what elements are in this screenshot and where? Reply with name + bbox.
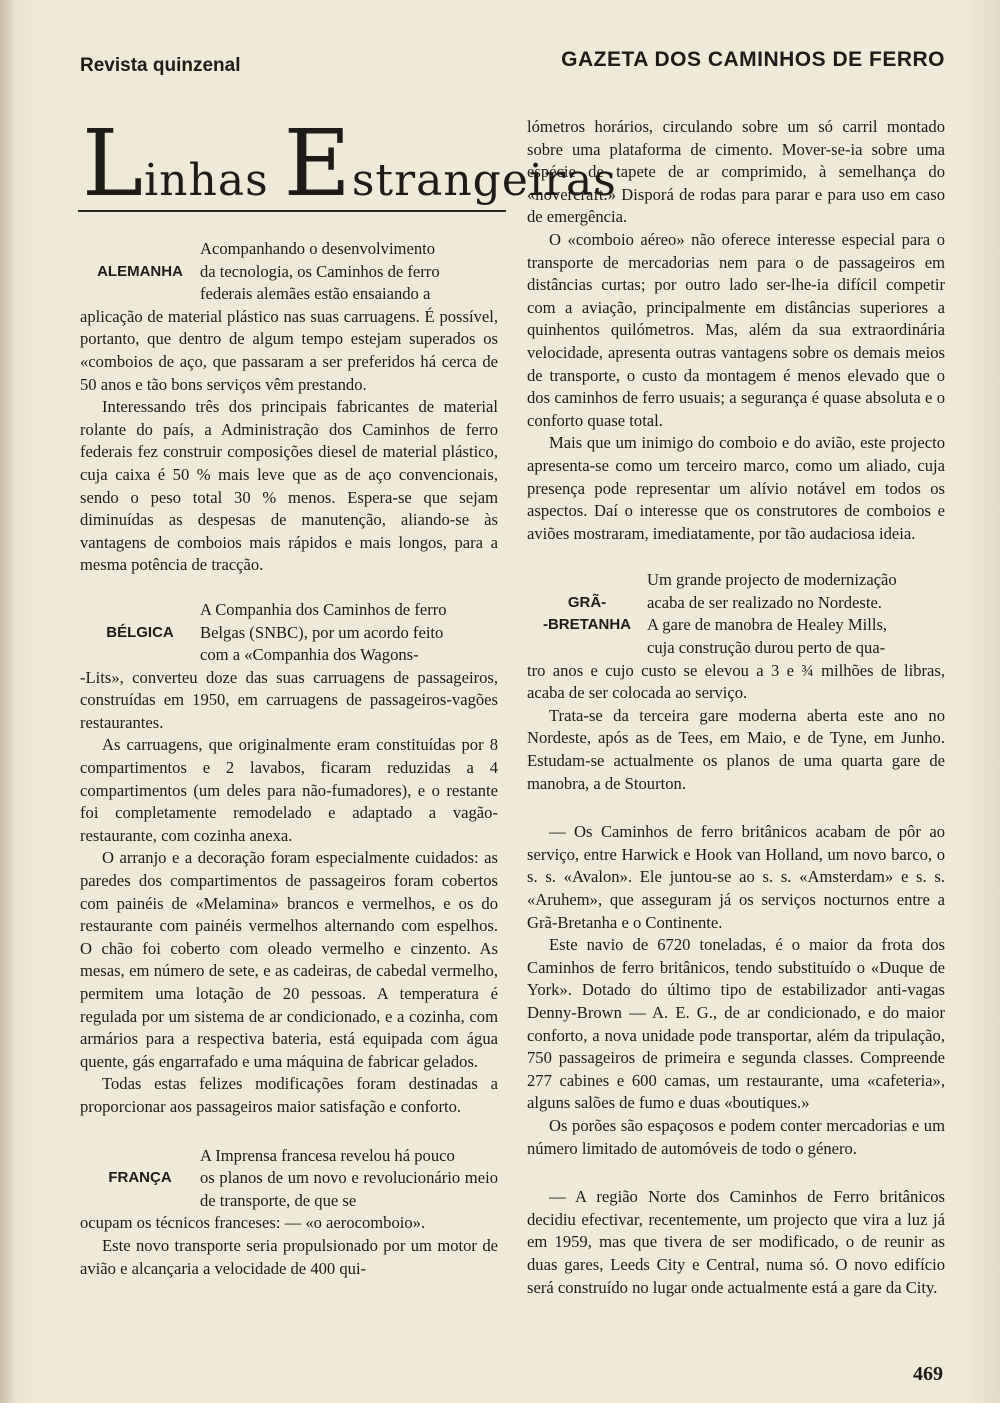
comboio-aereo-paragraph: O «comboio aéreo» não oferece interesse especial para o transporte de mercadorias nem para o de passageiros em distâncias curtas; por outro lado ser-lhe-ia difícil competir com a aviação, principalmente em distâncias superiores a quinhentos quilómetros. Mas, além da sua extraordinária velocidade, apresenta outras vantagens sobre os demais meios de transporte, o custo da montagem é menos elevado que o dos caminhos de ferro usuais; a segurança é quase absoluta e o conforto quase total. <box>527 229 945 430</box>
gra-bretanha-block <box>527 569 945 659</box>
alemanha-continuation: aplicação de material plástico nas suas carruagens. É possível, portanto, que dentro de algum tempo estejam superados os «comboios de aço, que passaram a ser preferidos há cerca de 50 anos e tão bons serviços vêm prestando. <box>80 306 498 394</box>
right-column <box>527 116 945 1299</box>
country-label-franca: FRANÇA <box>108 1169 172 1187</box>
gra-bretanha-line-2: acaba de ser realizado no Nordeste. <box>647 592 882 612</box>
alemanha-line-1: Acompanhando o desenvolvimento <box>200 239 436 258</box>
alemanha-block <box>80 238 498 306</box>
gra-bretanha-paragraph-2: Trata-se da terceira gare moderna aberta este ano no Nordeste, após as de Tees, em Maio, e de Tyne, em Junho. Estudam-se actualmente os planos de uma quarta gare de manobra, a de Stourton. <box>527 705 945 793</box>
title-word-1: inhas <box>144 155 284 206</box>
gra-bretanha-line-3: A gare de manobra de Healey Mills, <box>647 615 888 635</box>
title-initial-e: E <box>283 110 352 217</box>
belgica-continuation: -Lits», converteu doze das suas carruagens de passageiros, construídas em 1950, em carruagens de passageiros-vagões restaurantes. <box>80 667 498 732</box>
country-label-bretanha: -BRETANHA <box>542 616 632 634</box>
binding-edge <box>0 0 14 1403</box>
gra-bretanha-paragraph-5: Os porões são espaçosos e podem conter mercadorias e um número limitado de automóveis de todo o género. <box>527 1115 945 1158</box>
belgica-intro <box>200 599 498 667</box>
title-box <box>78 110 617 217</box>
title-initial-l: L <box>82 110 145 217</box>
country-label-gra: GRÃ- <box>567 593 607 611</box>
franca-line-2: os planos de um novo e revolucionário meio de transporte, de que se <box>200 1168 498 1210</box>
franca-paragraph-2: Este novo transporte seria propulsionado por um motor de avião e alcançaria a velocidade de 400 qui- <box>80 1235 498 1278</box>
franca-continuation: ocupam os técnicos franceses: — «o aerocomboio». <box>80 1213 426 1233</box>
franca-block <box>80 1145 498 1213</box>
alemanha-line-3: federais alemães estão ensaiando a <box>200 284 431 304</box>
franca-line-1: A Imprensa francesa revelou há pouco <box>200 1145 455 1165</box>
belgica-paragraph-3: O arranjo e a decoração foram especialmente cuidados: as paredes dos compartimentos de passageiros foram cobertos com painéis de «Melamina» brancos e vermelhos, e os do restaurante com painéis vermelhos alternando com espelhos. O chão foi coberto com oleado vermelho e cinzento. As mesas, em número de sete, e as cadeiras, de cabedal vermelho, permitem uma lotação de 20 pessoas. A temperatura é regulada por um sistema de ar condicionado, e a cozinha, com armários para a respectiva bateria, está equipada com água quente, gás engarrafado e uma máquina de fabricar gelados. <box>80 848 498 1071</box>
belgica-paragraph-2: As carruagens, que originalmente eram constituídas por 8 compartimentos e 2 lavabos, ficaram reduzidas a 4 compartimentos (um deles para não-fumadores), e o restante foi completamente remodelado e adaptado a vagão-restaurante, com cozinha anexa. <box>80 735 498 845</box>
gra-bretanha-intro <box>647 569 945 659</box>
gra-bretanha-line-1: Um grande projecto de modernização <box>647 570 897 590</box>
belgica-line-3: com a «Companhia dos Wagons- <box>200 645 419 665</box>
gra-bretanha-paragraph-6: — A região Norte dos Caminhos de Ferro britânicos decidiu efectivar, recentemente, um projecto que vira a luz já em 1959, mas que tivera de ser modificado, o de reunir as duas gares, Leeds City e Central, numa só. O novo edifício será construído no lugar onde actualmente está a gare da City. <box>527 1187 945 1297</box>
page-number: 469 <box>913 1363 943 1385</box>
header-left: Revista quinzenal <box>80 55 241 76</box>
belgica-line-2: Belgas (SNBC), por um acordo feito <box>200 622 444 642</box>
alemanha-paragraph-2: Interessando três dos principais fabricantes de material rolante do país, a Administração dos Caminhos de ferro federais fez construir composições diesel de material plástico, cuja caixa é 50 % mais leve que as de aço convencionais, sendo o peso total 30 % menos. Espera-se que sejam diminuídas as despesas de manutenção, aliando-se às vantagens de comboios mais rápidos e mais longos, para a mesma potência de tracção. <box>80 397 498 575</box>
country-label-belgica: BÉLGICA <box>106 623 174 641</box>
left-column <box>80 238 498 1280</box>
inimigo-paragraph: Mais que um inimigo do comboio e do avião, este projecto apresenta-se como um terceiro marco, como um aliado, cuja presença pode representar um alívio notável em todos os aspectos. Daí o interesse que os construtores de comboios e aviões mostraram, imediatamente, por tão audaciosa ideia. <box>527 433 945 543</box>
alemanha-line-2: da tecnologia, os Caminhos de ferro <box>200 261 440 281</box>
gra-bretanha-paragraph-3: — Os Caminhos de ferro britânicos acabam de pôr ao serviço, entre Harwick e Hook van Holland, um novo barco, o s. s. «Avalon». Ele juntou-se ao s. s. «Amsterdam» e s. s. «Aruhem», que asseguram já os serviços nocturnos entre a Grã-Bretanha e o Continente. <box>527 822 945 932</box>
country-label-gra-bretanha <box>527 569 647 637</box>
header-right: GAZETA DOS CAMINHOS DE FERRO <box>561 48 945 71</box>
gra-bretanha-line-4: cuja construção durou perto de qua- <box>647 638 886 658</box>
title-word-2: strangeiras <box>351 155 617 206</box>
franca-intro <box>200 1145 498 1213</box>
alemanha-intro <box>200 238 498 306</box>
belgica-block <box>80 599 498 667</box>
belgica-paragraph-4: Todas estas felizes modificações foram destinadas a proporcionar aos passageiros maior satisfação e conforto. <box>80 1074 498 1116</box>
franca-continued-paragraph: lómetros horários, circulando sobre um só carril montado sobre uma plataforma de cimento. Mover-se-ia sobre uma espécie de tapete de ar comprimido, à semelhança do «hovercraft.» Disporá de rodas para parar e para uso em caso de emergência. <box>527 117 945 227</box>
gra-bretanha-continuation: tro anos e cujo custo se elevou a 3 e ¾ milhões de libras, acaba de ser colocada ao serviço. <box>527 660 945 703</box>
belgica-line-1: A Companhia dos Caminhos de ferro <box>200 599 447 619</box>
country-label-alemanha: ALEMANHA <box>97 262 183 280</box>
gra-bretanha-paragraph-4: Este navio de 6720 toneladas, é o maior da frota dos Caminhos de ferro britânicos, tendo substituído o «Duque de York». Dotado do último tipo de estabilizador anti-vagas Denny-Brown — A. E. G., de ar condicionado, e do maior conforto, a nova unidade pode transportar, além da tripulação, 750 passageiros de primeira e segunda classes. Compreende 277 cabines e 600 camas, um restaurante, uma «cafeteria», alguns salões de fumo e duas «boutiques.» <box>527 935 945 1113</box>
